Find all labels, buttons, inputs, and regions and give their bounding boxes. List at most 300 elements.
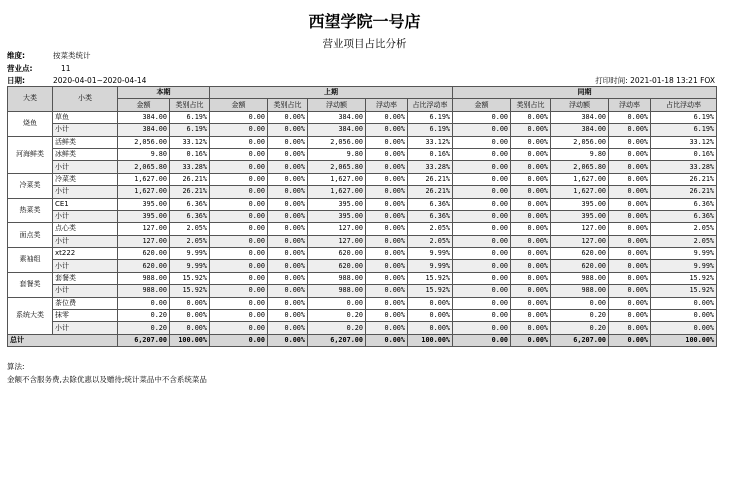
subtotal-row: [8, 124, 717, 136]
value-cell: 0.20: [118, 322, 170, 334]
value-cell: 0.00: [210, 297, 268, 309]
subcategory-cell: 冷菜类: [53, 173, 118, 185]
value-cell: 0.00: [210, 235, 268, 247]
value-cell: 0.00%: [511, 173, 551, 185]
table-row: [8, 111, 717, 123]
total-label: 总计: [8, 334, 118, 346]
value-cell: 0.00: [210, 161, 268, 173]
header-share: 类别占比: [268, 99, 308, 111]
value-cell: 2.05%: [170, 223, 210, 235]
value-cell: 0.00%: [511, 111, 551, 123]
total-value-cell: 6,207.00: [118, 334, 170, 346]
subcategory-cell: 点心类: [53, 223, 118, 235]
notes: [7, 360, 207, 386]
value-cell: 395.00: [308, 198, 366, 210]
value-cell: 0.00%: [609, 248, 651, 260]
value-cell: 26.21%: [170, 186, 210, 198]
total-value-cell: 6,207.00: [551, 334, 609, 346]
table-row: [8, 310, 717, 322]
value-cell: 2.05%: [651, 223, 717, 235]
value-cell: 395.00: [308, 210, 366, 222]
outlet-label: 营业点:: [7, 64, 33, 73]
value-cell: 9.99%: [170, 248, 210, 260]
value-cell: 0.00: [453, 136, 511, 148]
header-change-amount: 浮动额: [308, 99, 366, 111]
subcategory-cell: 套餐类: [53, 272, 118, 284]
subtotal-row: [8, 322, 717, 334]
value-cell: 384.00: [551, 124, 609, 136]
value-cell: 2.05%: [408, 235, 453, 247]
value-cell: 0.00%: [511, 248, 551, 260]
value-cell: 0.00%: [366, 124, 408, 136]
category-cell: 冷菜类: [8, 173, 53, 198]
value-cell: 0.16%: [651, 148, 717, 160]
value-cell: 0.00%: [268, 111, 308, 123]
value-cell: 2,065.80: [551, 161, 609, 173]
value-cell: 0.00%: [268, 210, 308, 222]
value-cell: 988.00: [118, 272, 170, 284]
value-cell: 0.00: [210, 148, 268, 160]
value-cell: 0.00%: [268, 272, 308, 284]
value-cell: 0.00: [210, 124, 268, 136]
value-cell: 0.00: [210, 136, 268, 148]
value-cell: 0.16%: [170, 148, 210, 160]
value-cell: 620.00: [308, 248, 366, 260]
value-cell: 0.00: [210, 260, 268, 272]
value-cell: 2,056.00: [308, 136, 366, 148]
subcategory-cell: 小计: [53, 161, 118, 173]
total-value-cell: 0.00%: [366, 334, 408, 346]
table-row: [8, 223, 717, 235]
value-cell: 0.00%: [268, 285, 308, 297]
value-cell: 2,065.80: [118, 161, 170, 173]
value-cell: 384.00: [308, 124, 366, 136]
value-cell: 988.00: [551, 285, 609, 297]
subtotal-row: [8, 285, 717, 297]
header-amount: 金额: [453, 99, 511, 111]
header-share-change-rate: 占比浮动率: [651, 99, 717, 111]
category-cell: 素袖组: [8, 248, 53, 273]
value-cell: 9.80: [308, 148, 366, 160]
table-row: [8, 248, 717, 260]
value-cell: 0.00: [453, 148, 511, 160]
value-cell: 0.00%: [651, 322, 717, 334]
value-cell: 0.20: [551, 310, 609, 322]
value-cell: 384.00: [118, 124, 170, 136]
report-table: [7, 86, 717, 347]
value-cell: 0.00: [453, 124, 511, 136]
value-cell: 395.00: [118, 198, 170, 210]
value-cell: 0.00: [210, 272, 268, 284]
value-cell: 0.00%: [268, 235, 308, 247]
value-cell: 0.00%: [609, 136, 651, 148]
header-amount: 金额: [210, 99, 268, 111]
value-cell: 26.21%: [408, 173, 453, 185]
header-change-rate: 浮动率: [609, 99, 651, 111]
header-current-period: 本期: [118, 87, 210, 99]
date-value: 2020-04-01~2020-04-14: [53, 76, 147, 85]
value-cell: 395.00: [551, 198, 609, 210]
value-cell: 988.00: [118, 285, 170, 297]
table-row: [8, 136, 717, 148]
value-cell: 2.05%: [408, 223, 453, 235]
table-row: [8, 272, 717, 284]
value-cell: 15.92%: [170, 285, 210, 297]
subtotal-row: [8, 260, 717, 272]
value-cell: 988.00: [308, 285, 366, 297]
value-cell: 0.00%: [268, 248, 308, 260]
value-cell: 0.00: [453, 161, 511, 173]
value-cell: 988.00: [308, 272, 366, 284]
total-value-cell: 0.00%: [609, 334, 651, 346]
subcategory-cell: 活鲜类: [53, 136, 118, 148]
subcategory-cell: 小计: [53, 260, 118, 272]
category-cell: 热菜类: [8, 198, 53, 223]
report-subtitle: 营业项目占比分析: [322, 38, 407, 50]
value-cell: 0.00%: [609, 285, 651, 297]
value-cell: 9.80: [551, 148, 609, 160]
value-cell: 0.00%: [609, 235, 651, 247]
value-cell: 1,627.00: [551, 186, 609, 198]
value-cell: 0.00%: [609, 310, 651, 322]
value-cell: 0.20: [308, 322, 366, 334]
value-cell: 0.00%: [609, 223, 651, 235]
total-value-cell: 6,207.00: [308, 334, 366, 346]
value-cell: 2,056.00: [551, 136, 609, 148]
subtotal-row: [8, 235, 717, 247]
subtotal-row: [8, 210, 717, 222]
outlet-value: 11: [61, 64, 71, 73]
value-cell: 0.00: [118, 297, 170, 309]
value-cell: 0.00%: [408, 310, 453, 322]
value-cell: 0.00: [210, 285, 268, 297]
table-row: [8, 297, 717, 309]
value-cell: 0.00%: [511, 186, 551, 198]
value-cell: 0.20: [118, 310, 170, 322]
value-cell: 1,627.00: [118, 186, 170, 198]
value-cell: 0.00%: [511, 210, 551, 222]
value-cell: 15.92%: [408, 285, 453, 297]
value-cell: 15.92%: [408, 272, 453, 284]
value-cell: 0.00: [453, 248, 511, 260]
value-cell: 0.00%: [609, 198, 651, 210]
value-cell: 2.05%: [651, 235, 717, 247]
value-cell: 0.00%: [511, 148, 551, 160]
value-cell: 127.00: [118, 223, 170, 235]
value-cell: 33.28%: [651, 161, 717, 173]
value-cell: 0.00%: [268, 124, 308, 136]
value-cell: 0.00: [453, 186, 511, 198]
value-cell: 0.00%: [651, 297, 717, 309]
category-cell: 烧鱼: [8, 111, 53, 136]
subcategory-cell: 小计: [53, 322, 118, 334]
value-cell: 1,627.00: [551, 173, 609, 185]
value-cell: 127.00: [551, 235, 609, 247]
value-cell: 0.20: [308, 310, 366, 322]
value-cell: 384.00: [118, 111, 170, 123]
print-time: 打印时间: 2021-01-18 13:21 FOX: [595, 76, 715, 85]
value-cell: 0.00: [210, 322, 268, 334]
value-cell: 0.00%: [366, 111, 408, 123]
value-cell: 0.00%: [511, 124, 551, 136]
header-change-amount: 浮动额: [551, 99, 609, 111]
header-previous-period: 上期: [210, 87, 453, 99]
value-cell: 9.80: [118, 148, 170, 160]
notes-text: 金额不含服务费,去除优惠以及赠待;统计菜品中不含系统菜品: [7, 375, 207, 384]
value-cell: 6.19%: [408, 124, 453, 136]
header-amount: 金额: [118, 99, 170, 111]
total-value-cell: 0.00%: [511, 334, 551, 346]
value-cell: 0.00%: [511, 235, 551, 247]
value-cell: 0.00%: [609, 322, 651, 334]
value-cell: 0.00%: [609, 148, 651, 160]
value-cell: 620.00: [551, 248, 609, 260]
outlet-row: [7, 63, 71, 74]
subcategory-cell: 草鱼: [53, 111, 118, 123]
value-cell: 0.00%: [609, 111, 651, 123]
value-cell: 0.16%: [408, 148, 453, 160]
value-cell: 0.00%: [511, 198, 551, 210]
value-cell: 15.92%: [170, 272, 210, 284]
subcategory-cell: 冰鲜类: [53, 148, 118, 160]
value-cell: 0.00: [551, 297, 609, 309]
value-cell: 6.19%: [170, 111, 210, 123]
value-cell: 2,056.00: [118, 136, 170, 148]
value-cell: 0.00%: [366, 322, 408, 334]
value-cell: 6.36%: [651, 198, 717, 210]
value-cell: 0.00: [453, 173, 511, 185]
dimension-label: 维度:: [7, 51, 25, 60]
value-cell: 0.00: [210, 186, 268, 198]
value-cell: 0.00%: [408, 297, 453, 309]
table-header: [8, 87, 717, 112]
value-cell: 0.00%: [268, 136, 308, 148]
total-row: [8, 334, 717, 346]
value-cell: 26.21%: [651, 173, 717, 185]
value-cell: 0.00%: [408, 322, 453, 334]
value-cell: 0.00%: [170, 297, 210, 309]
value-cell: 0.00%: [609, 260, 651, 272]
header-share-change-rate: 占比浮动率: [408, 99, 453, 111]
value-cell: 0.00%: [609, 186, 651, 198]
value-cell: 0.00: [210, 173, 268, 185]
header-share: 类别占比: [511, 99, 551, 111]
value-cell: 0.00%: [511, 272, 551, 284]
dimension-row: [7, 50, 91, 61]
value-cell: 1,627.00: [308, 186, 366, 198]
subcategory-cell: 小计: [53, 285, 118, 297]
value-cell: 6.36%: [651, 210, 717, 222]
value-cell: 0.00%: [366, 210, 408, 222]
value-cell: 620.00: [118, 260, 170, 272]
value-cell: 33.12%: [651, 136, 717, 148]
value-cell: 0.00%: [511, 161, 551, 173]
value-cell: 6.36%: [408, 210, 453, 222]
category-cell: 套餐类: [8, 272, 53, 297]
value-cell: 0.00: [210, 248, 268, 260]
value-cell: 0.00%: [651, 310, 717, 322]
value-cell: 0.00%: [366, 272, 408, 284]
value-cell: 2,065.80: [308, 161, 366, 173]
subcategory-cell: xt222: [53, 248, 118, 260]
date-row: [7, 75, 146, 86]
value-cell: 988.00: [551, 272, 609, 284]
value-cell: 620.00: [551, 260, 609, 272]
value-cell: 15.92%: [651, 272, 717, 284]
value-cell: 0.00%: [609, 297, 651, 309]
value-cell: 0.00%: [268, 260, 308, 272]
total-value-cell: 0.00: [210, 334, 268, 346]
value-cell: 0.00%: [366, 297, 408, 309]
total-value-cell: 0.00%: [268, 334, 308, 346]
value-cell: 2.05%: [170, 235, 210, 247]
value-cell: 0.00%: [511, 260, 551, 272]
value-cell: 620.00: [308, 260, 366, 272]
total-value-cell: 100.00%: [408, 334, 453, 346]
value-cell: 0.00: [210, 210, 268, 222]
value-cell: 6.19%: [651, 111, 717, 123]
subcategory-cell: CE1: [53, 198, 118, 210]
value-cell: 0.00%: [609, 210, 651, 222]
category-cell: 系统大类: [8, 297, 53, 334]
value-cell: 0.00%: [366, 173, 408, 185]
value-cell: 0.00%: [366, 148, 408, 160]
value-cell: 0.00%: [609, 161, 651, 173]
subcategory-cell: 小计: [53, 235, 118, 247]
value-cell: 26.21%: [651, 186, 717, 198]
value-cell: 395.00: [551, 210, 609, 222]
value-cell: 9.99%: [170, 260, 210, 272]
table-body: [8, 111, 717, 346]
value-cell: 384.00: [551, 111, 609, 123]
subtotal-row: [8, 161, 717, 173]
value-cell: 0.00%: [366, 235, 408, 247]
value-cell: 0.00: [453, 322, 511, 334]
value-cell: 127.00: [308, 223, 366, 235]
value-cell: 0.00: [453, 223, 511, 235]
value-cell: 0.00%: [170, 322, 210, 334]
value-cell: 0.00%: [511, 297, 551, 309]
value-cell: 6.19%: [170, 124, 210, 136]
subcategory-cell: 小计: [53, 210, 118, 222]
value-cell: 33.12%: [170, 136, 210, 148]
report-title: 西望学院一号店: [308, 12, 421, 31]
value-cell: 0.00: [308, 297, 366, 309]
value-cell: 0.00%: [366, 285, 408, 297]
subcategory-cell: 抹零: [53, 310, 118, 322]
value-cell: 395.00: [118, 210, 170, 222]
category-cell: 河海鲜类: [8, 136, 53, 173]
value-cell: 0.00%: [268, 198, 308, 210]
value-cell: 0.00%: [366, 223, 408, 235]
value-cell: 1,627.00: [118, 173, 170, 185]
value-cell: 9.99%: [651, 248, 717, 260]
value-cell: 0.00: [210, 111, 268, 123]
value-cell: 384.00: [308, 111, 366, 123]
value-cell: 0.00%: [511, 310, 551, 322]
value-cell: 0.00%: [268, 322, 308, 334]
value-cell: 0.00: [453, 297, 511, 309]
total-value-cell: 0.00: [453, 334, 511, 346]
value-cell: 0.00: [453, 260, 511, 272]
value-cell: 1,627.00: [308, 173, 366, 185]
value-cell: 26.21%: [170, 173, 210, 185]
subcategory-cell: 小计: [53, 124, 118, 136]
value-cell: 0.00%: [268, 148, 308, 160]
date-label: 日期:: [7, 76, 25, 85]
header-same-period: 同期: [453, 87, 717, 99]
total-value-cell: 100.00%: [170, 334, 210, 346]
value-cell: 0.00%: [268, 186, 308, 198]
value-cell: 0.00%: [366, 310, 408, 322]
subcategory-cell: 小计: [53, 186, 118, 198]
subtotal-row: [8, 186, 717, 198]
category-cell: 面点类: [8, 223, 53, 248]
value-cell: 0.00%: [366, 248, 408, 260]
value-cell: 0.00%: [511, 322, 551, 334]
total-value-cell: 100.00%: [651, 334, 717, 346]
value-cell: 0.00%: [268, 223, 308, 235]
value-cell: 15.92%: [651, 285, 717, 297]
notes-heading: 算法:: [7, 362, 25, 371]
value-cell: 0.00%: [268, 310, 308, 322]
value-cell: 9.99%: [651, 260, 717, 272]
header-subcategory: 小类: [53, 87, 118, 112]
value-cell: 0.00: [453, 285, 511, 297]
value-cell: 0.20: [551, 322, 609, 334]
value-cell: 0.00: [453, 310, 511, 322]
value-cell: 0.00%: [511, 223, 551, 235]
value-cell: 6.36%: [170, 198, 210, 210]
value-cell: 0.00: [453, 210, 511, 222]
value-cell: 0.00: [453, 198, 511, 210]
table-row: [8, 173, 717, 185]
header-change-rate: 浮动率: [366, 99, 408, 111]
value-cell: 6.19%: [408, 111, 453, 123]
value-cell: 9.99%: [408, 260, 453, 272]
header-category: 大类: [8, 87, 53, 112]
value-cell: 0.00: [453, 272, 511, 284]
value-cell: 0.00%: [268, 297, 308, 309]
value-cell: 33.12%: [408, 136, 453, 148]
value-cell: 0.00%: [511, 285, 551, 297]
value-cell: 620.00: [118, 248, 170, 260]
value-cell: 0.00%: [268, 173, 308, 185]
value-cell: 0.00%: [268, 161, 308, 173]
value-cell: 6.19%: [651, 124, 717, 136]
value-cell: 0.00%: [366, 136, 408, 148]
table-row: [8, 198, 717, 210]
subcategory-cell: 茶位费: [53, 297, 118, 309]
value-cell: 6.36%: [170, 210, 210, 222]
value-cell: 0.00: [210, 223, 268, 235]
value-cell: 0.00%: [170, 310, 210, 322]
value-cell: 0.00%: [366, 198, 408, 210]
dimension-value: 按菜类统计: [53, 51, 91, 60]
header-share: 类别占比: [170, 99, 210, 111]
value-cell: 26.21%: [408, 186, 453, 198]
value-cell: 0.00%: [609, 272, 651, 284]
value-cell: 127.00: [551, 223, 609, 235]
value-cell: 0.00: [210, 310, 268, 322]
value-cell: 0.00%: [609, 173, 651, 185]
value-cell: 9.99%: [408, 248, 453, 260]
value-cell: 0.00: [453, 111, 511, 123]
value-cell: 0.00%: [511, 136, 551, 148]
value-cell: 0.00%: [366, 161, 408, 173]
value-cell: 0.00%: [366, 186, 408, 198]
value-cell: 6.36%: [408, 198, 453, 210]
